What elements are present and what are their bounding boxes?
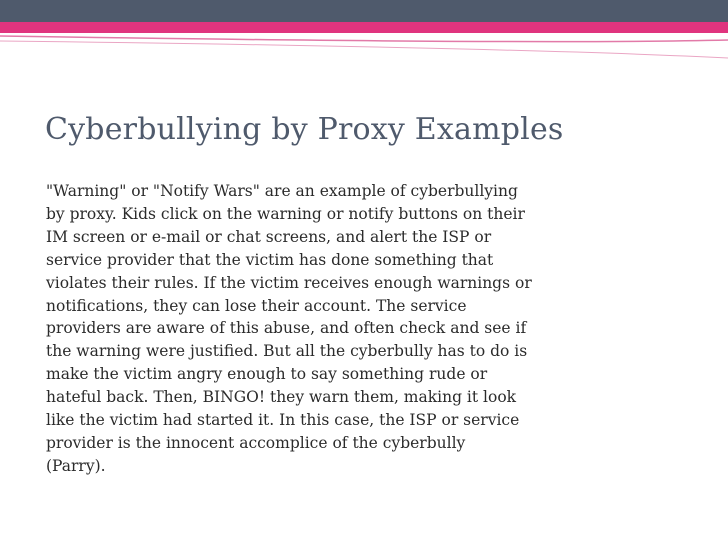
slide-body-text: "Warning" or "Notify Wars" are an example of cyberbullying by proxy. Kids click on the warning or notify buttons on their IM screen or e-mail or chat screens, and alert the ISP or service provider that the victim has done something that violates their rules. If the victim receives enough warnings or notifications, they can lose their account. The service providers are aware of this abuse, and often check and see if the warning were justified. But all the cyberbully has to do is make the victim angry enough to say something rude or hateful back. Then, BINGO! they warn them, making it look like the victim had started it. In this case, the ISP or service provider is the innocent accomplice of the cyberbully (Parry). xyxy=(46,182,532,475)
slide-title: Cyberbullying by Proxy Examples xyxy=(45,112,564,147)
decorative-curve xyxy=(0,0,728,60)
